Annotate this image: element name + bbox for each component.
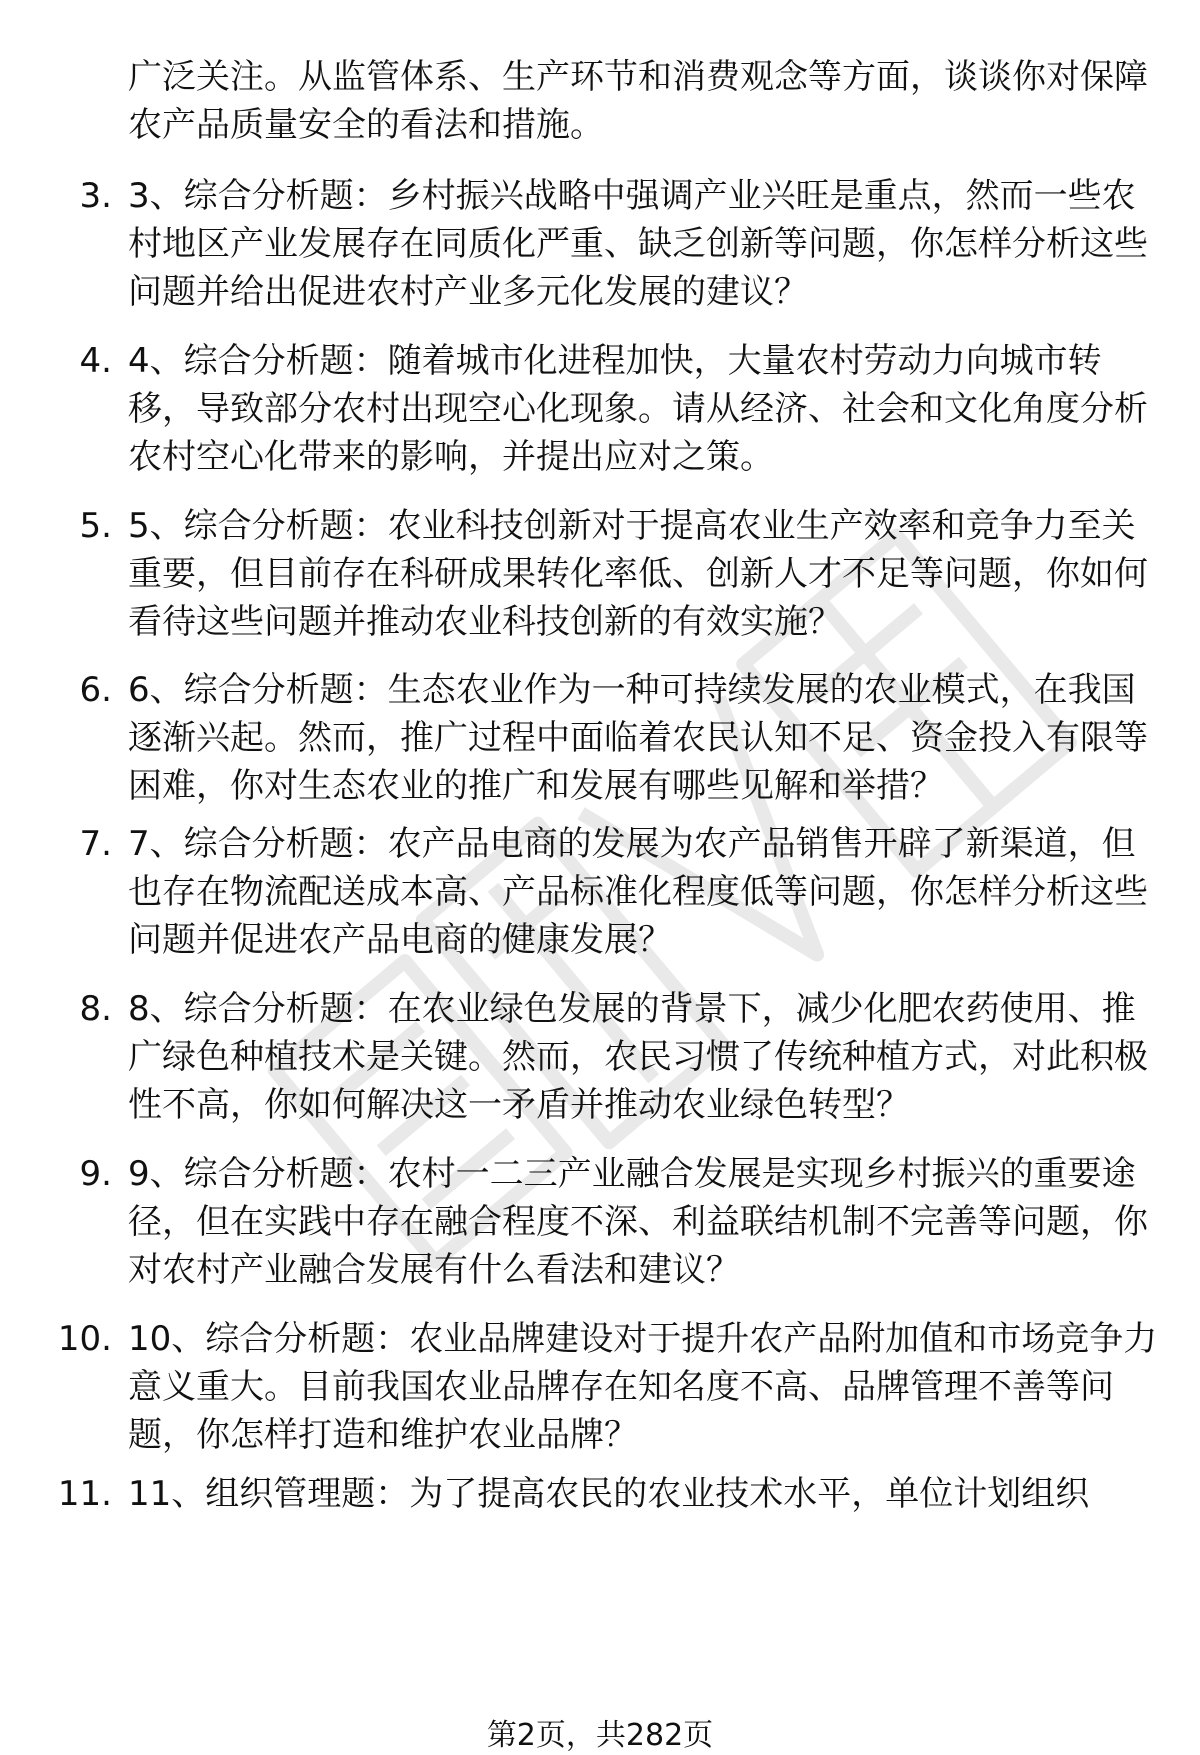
item-number: 10.	[57, 1319, 112, 1359]
page-footer: 第2页，共282页	[486, 1718, 714, 1753]
item-text: 3、综合分析题：乡村振兴战略中强调产业兴旺是重点，然而一些农村地区产业发展存在同质化严重、缺乏创新等问题，你怎样分析这些问题并给出促进农村产业多元化发展的建议？	[128, 176, 1148, 312]
item-number: 3.	[79, 176, 112, 216]
item-number: 4.	[79, 341, 112, 381]
item-text: 10、综合分析题：农业品牌建设对于提升农产品附加值和市场竞争力意义重大。目前我国农业品牌存在知名度不高、品牌管理不善等问题，你怎样打造和维护农业品牌？	[128, 1319, 1158, 1455]
item-text: 7、综合分析题：农产品电商的发展为农产品销售开辟了新渠道，但也存在物流配送成本高、产品标准化程度低等问题，你怎样分析这些问题并促进农产品电商的健康发展？	[128, 824, 1148, 960]
item-text: 9、综合分析题：农村一二三产业融合发展是实现乡村振兴的重要途径，但在实践中存在融合程度不深、利益联结机制不完善等问题，你对农村产业融合发展有什么看法和建议？	[128, 1154, 1148, 1290]
item-number: 11.	[57, 1474, 112, 1514]
item-text: 5、综合分析题：农业科技创新对于提高农业生产效率和竞争力至关重要，但目前存在科研成果转化率低、创新人才不足等问题，你如何看待这些问题并推动农业科技创新的有效实施？	[128, 506, 1148, 642]
item-text: 6、综合分析题：生态农业作为一种可持续发展的农业模式，在我国逐渐兴起。然而，推广过程中面临着农民认知不足、资金投入有限等困难，你对生态农业的推广和发展有哪些见解和举措？	[128, 670, 1148, 806]
item-text: 11、组织管理题：为了提高农民的农业技术水平，单位计划组织	[128, 1474, 1090, 1514]
item-text: 4、综合分析题：随着城市化进程加快，大量农村劳动力向城市转移，导致部分农村出现空心化现象。请从经济、社会和文化角度分析农村空心化带来的影响，并提出应对之策。	[128, 341, 1148, 477]
item-number: 7.	[79, 824, 112, 864]
question-2-continuation: 广泛关注。从监管体系、生产环节和消费观念等方面，谈谈你对保障农产品质量安全的看法和措施。	[128, 57, 1148, 145]
item-number: 6.	[79, 670, 112, 710]
item-number: 9.	[79, 1154, 112, 1194]
item-number: 8.	[79, 989, 112, 1029]
item-number: 5.	[79, 506, 112, 546]
item-text: 8、综合分析题：在农业绿色发展的背景下，减少化肥农药使用、推广绿色种植技术是关键。然而，农民习惯了传统种植方式，对此积极性不高，你如何解决这一矛盾并推动农业绿色转型？	[128, 989, 1148, 1125]
